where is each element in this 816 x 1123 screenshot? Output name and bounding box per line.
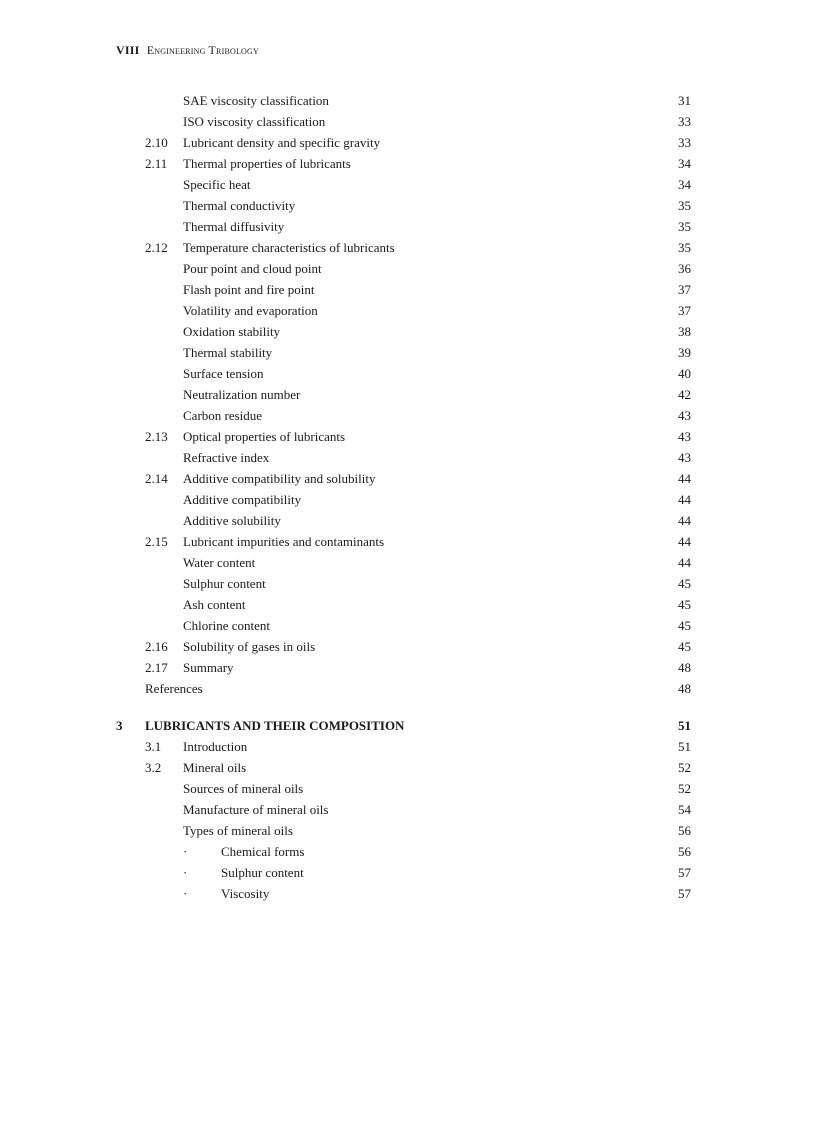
entry-title: Thermal conductivity [183,198,296,213]
toc-entry[interactable] [0,363,816,384]
entry-title: Thermal properties of lubricants [183,156,351,171]
toc-entry[interactable] [0,820,816,841]
entry-page-number: 33 [678,114,691,129]
entry-page-number: 31 [678,93,691,108]
entry-page-number: 57 [678,865,691,880]
bullet-dot: · [183,886,188,901]
running-head [116,43,259,58]
entry-page-number: 35 [678,240,691,255]
toc-entry[interactable] [0,468,816,489]
entry-page-number: 48 [678,681,691,696]
entry-page-number: 45 [678,576,691,591]
entry-title: Solubility of gases in oils [183,639,316,654]
entry-title: Ash content [183,597,246,612]
entry-title: Pour point and cloud point [183,261,322,276]
entry-title: Sources of mineral oils [183,781,304,796]
entry-page-number: 45 [678,597,691,612]
entry-title: Additive compatibility [183,492,302,507]
table-of-contents [0,90,816,904]
toc-entry[interactable] [0,405,816,426]
toc-entry[interactable] [0,90,816,111]
entry-page-number: 44 [678,471,691,486]
toc-entry[interactable] [0,216,816,237]
toc-entry[interactable] [0,153,816,174]
entry-page-number: 44 [678,513,691,528]
entry-page-number: 44 [678,534,691,549]
toc-entry[interactable] [0,736,816,757]
toc-entry[interactable] [0,174,816,195]
entry-page-number: 37 [678,282,691,297]
entry-page-number: 44 [678,555,691,570]
toc-entry[interactable] [0,678,816,699]
entry-title: Temperature characteristics of lubricants [183,240,395,255]
entry-page-number: 51 [678,718,691,733]
toc-entry[interactable] [0,300,816,321]
entry-title: Thermal stability [183,345,273,360]
toc-entry[interactable] [0,321,816,342]
section-number: 2.13 [145,429,168,444]
entry-title: Chlorine content [183,618,271,633]
entry-page-number: 44 [678,492,691,507]
toc-entry[interactable] [0,531,816,552]
section-number: 2.14 [145,471,168,486]
toc-entry[interactable] [0,862,816,883]
entry-title: Sulphur content [221,865,304,880]
toc-entry[interactable] [0,841,816,862]
entry-title: ISO viscosity classification [183,114,326,129]
entry-title: Oxidation stability [183,324,281,339]
toc-entry[interactable] [0,657,816,678]
toc-entry[interactable] [0,510,816,531]
toc-entry[interactable] [0,636,816,657]
entry-title: References [145,681,203,696]
entry-page-number: 56 [678,844,691,859]
entry-page-number: 51 [678,739,691,754]
entry-title: Manufacture of mineral oils [183,802,329,817]
toc-entry[interactable] [0,237,816,258]
entry-title: Introduction [183,739,248,754]
entry-title: Refractive index [183,450,270,465]
page-number: VIII [116,43,140,57]
toc-entry[interactable] [0,447,816,468]
book-title: Engineering Tribology [146,43,259,57]
section-number: 2.16 [145,639,168,654]
entry-title: Summary [183,660,234,675]
toc-entry[interactable] [0,615,816,636]
entry-page-number: 42 [678,387,691,402]
entry-page-number: 37 [678,303,691,318]
entry-title: Volatility and evaporation [183,303,318,318]
entry-title: Viscosity [221,886,270,901]
entry-page-number: 52 [678,760,691,775]
toc-entry[interactable] [0,573,816,594]
toc-entry[interactable] [0,426,816,447]
section-number: 3.1 [145,739,162,754]
toc-entry[interactable] [0,195,816,216]
toc-chapter-entry[interactable] [0,715,816,736]
entry-page-number: 36 [678,261,691,276]
chapter-number: 3 [116,718,123,733]
entry-title: LUBRICANTS AND THEIR COMPOSITION [145,718,405,733]
entry-page-number: 56 [678,823,691,838]
bullet-dot: · [183,844,188,859]
section-number: 3.2 [145,760,162,775]
entry-title: Sulphur content [183,576,266,591]
toc-entry[interactable] [0,132,816,153]
toc-entry[interactable] [0,552,816,573]
toc-entry[interactable] [0,778,816,799]
entry-page-number: 34 [678,156,691,171]
entry-title: Water content [183,555,256,570]
entry-title: Chemical forms [221,844,305,859]
entry-page-number: 43 [678,429,691,444]
toc-entry[interactable] [0,279,816,300]
entry-page-number: 57 [678,886,691,901]
entry-page-number: 48 [678,660,691,675]
toc-entry[interactable] [0,799,816,820]
bullet-dot: · [183,865,188,880]
toc-entry[interactable] [0,342,816,363]
entry-page-number: 39 [678,345,691,360]
toc-entry[interactable] [0,757,816,778]
toc-entry[interactable] [0,489,816,510]
entry-title: Thermal diffusivity [183,219,285,234]
entry-page-number: 45 [678,618,691,633]
entry-title: Flash point and fire point [183,282,315,297]
toc-entry[interactable] [0,384,816,405]
section-number: 2.12 [145,240,168,255]
entry-title: Mineral oils [183,760,247,775]
entry-page-number: 33 [678,135,691,150]
entry-title: Lubricant impurities and contaminants [183,534,385,549]
toc-entry[interactable] [0,594,816,615]
entry-title: Specific heat [183,177,251,192]
entry-title: Carbon residue [183,408,263,423]
entry-page-number: 35 [678,198,691,213]
entry-page-number: 45 [678,639,691,654]
entry-page-number: 40 [678,366,691,381]
entry-title: SAE viscosity classification [183,93,329,108]
entry-title: Additive compatibility and solubility [183,471,376,486]
section-number: 2.11 [145,156,168,171]
entry-title: Neutralization number [183,387,301,402]
section-number: 2.17 [145,660,168,675]
section-number: 2.10 [145,135,168,150]
entry-page-number: 52 [678,781,691,796]
entry-page-number: 34 [678,177,691,192]
entry-title: Additive solubility [183,513,281,528]
entry-title: Surface tension [183,366,264,381]
entry-page-number: 43 [678,408,691,423]
entry-page-number: 43 [678,450,691,465]
toc-entry[interactable] [0,883,816,904]
toc-entry[interactable] [0,111,816,132]
section-number: 2.15 [145,534,168,549]
entry-title: Optical properties of lubricants [183,429,346,444]
entry-title: Types of mineral oils [183,823,293,838]
entry-page-number: 35 [678,219,691,234]
entry-title: Lubricant density and specific gravity [183,135,381,150]
entry-page-number: 38 [678,324,691,339]
entry-page-number: 54 [678,802,691,817]
toc-entry[interactable] [0,258,816,279]
